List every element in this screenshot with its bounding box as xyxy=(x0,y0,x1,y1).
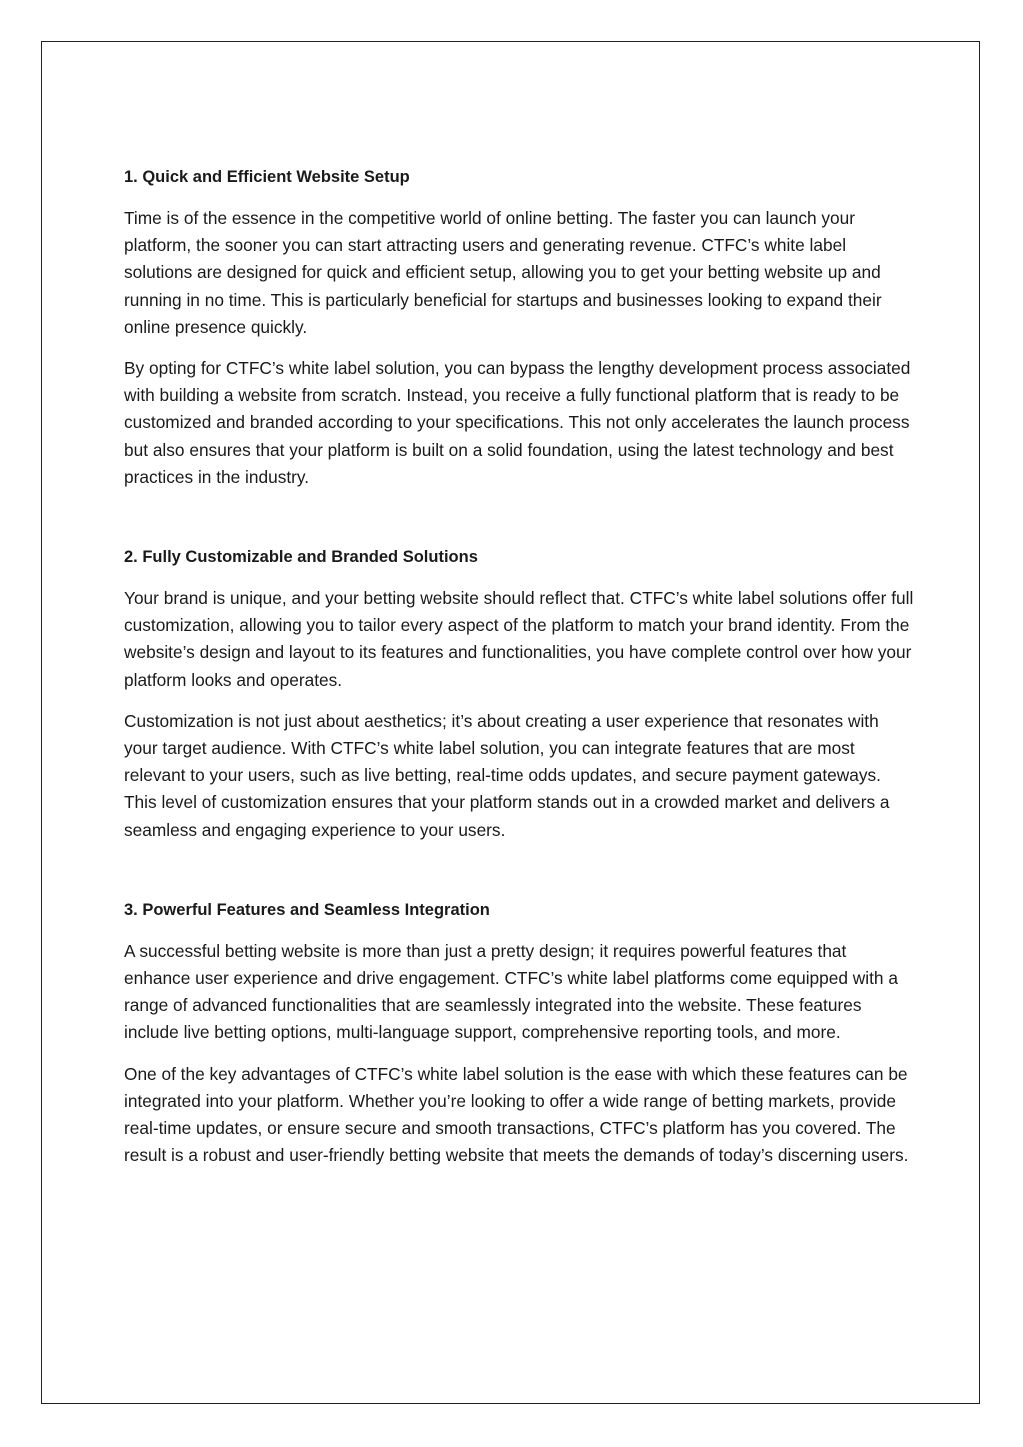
section-customizable-branded xyxy=(124,544,914,844)
section-heading: 1. Quick and Efficient Website Setup xyxy=(124,168,410,186)
section-powerful-features xyxy=(124,897,914,1170)
section-heading: 3. Powerful Features and Seamless Integration xyxy=(124,900,490,919)
section-heading: 2. Fully Customizable and Branded Solutions xyxy=(124,548,478,567)
section-quick-setup xyxy=(124,164,914,491)
paragraph: A successful betting website is more than just a pretty design; it requires powerful features that enhance user experience and drive engagement. CTFC’s white label platforms come equipped with a range of advanced functionalities that are seamlessly integrated into the website. These features include live betting options, multi-language support, comprehensive reporting tools, and more. xyxy=(124,940,898,1043)
paragraph: One of the key advantages of CTFC’s white label solution is the ease with which these features can be integrated into your platform. Whether you’re looking to offer a wide range of betting markets, provide real-time updates, or ensure secure and smooth transactions, CTFC’s platform has you covered. The result is a robust and user-friendly betting website that meets the demands of today’s discerning users. xyxy=(124,1063,909,1166)
paragraph: Your brand is unique, and your betting website should reflect that. CTFC’s white label solutions offer full customization, allowing you to tailor every aspect of the platform to match your brand identity. From the website’s design and layout to its features and functionalities, you have complete control over how your platform looks and operates. xyxy=(124,588,914,690)
paragraph: Time is of the essence in the competitive world of online betting. The faster you can launch your platform, the sooner you can start attracting users and generating revenue. CTFC’s white label solutions are designed for quick and efficient setup, allowing you to get your betting website up and running in no time. This is particularly beneficial for startups and businesses looking to expand their online presence quickly. xyxy=(124,208,882,337)
document-body xyxy=(124,164,914,1222)
paragraph: By opting for CTFC’s white label solution, you can bypass the lengthy development process associated with building a website from scratch. Instead, you receive a fully functional platform that is ready to be customized and branded according to your specifications. This not only accelerates the launch process but also ensures that your platform is built on a solid foundation, using the latest technology and best practices in the industry. xyxy=(124,358,911,487)
paragraph: Customization is not just about aesthetics; it’s about creating a user experience that resonates with your target audience. With CTFC’s white label solution, you can integrate features that are most relevant to your users, such as live betting, real-time odds updates, and secure payment gateways. This level of customization ensures that your platform stands out in a crowded market and delivers a seamless and engaging experience to your users. xyxy=(124,710,890,840)
